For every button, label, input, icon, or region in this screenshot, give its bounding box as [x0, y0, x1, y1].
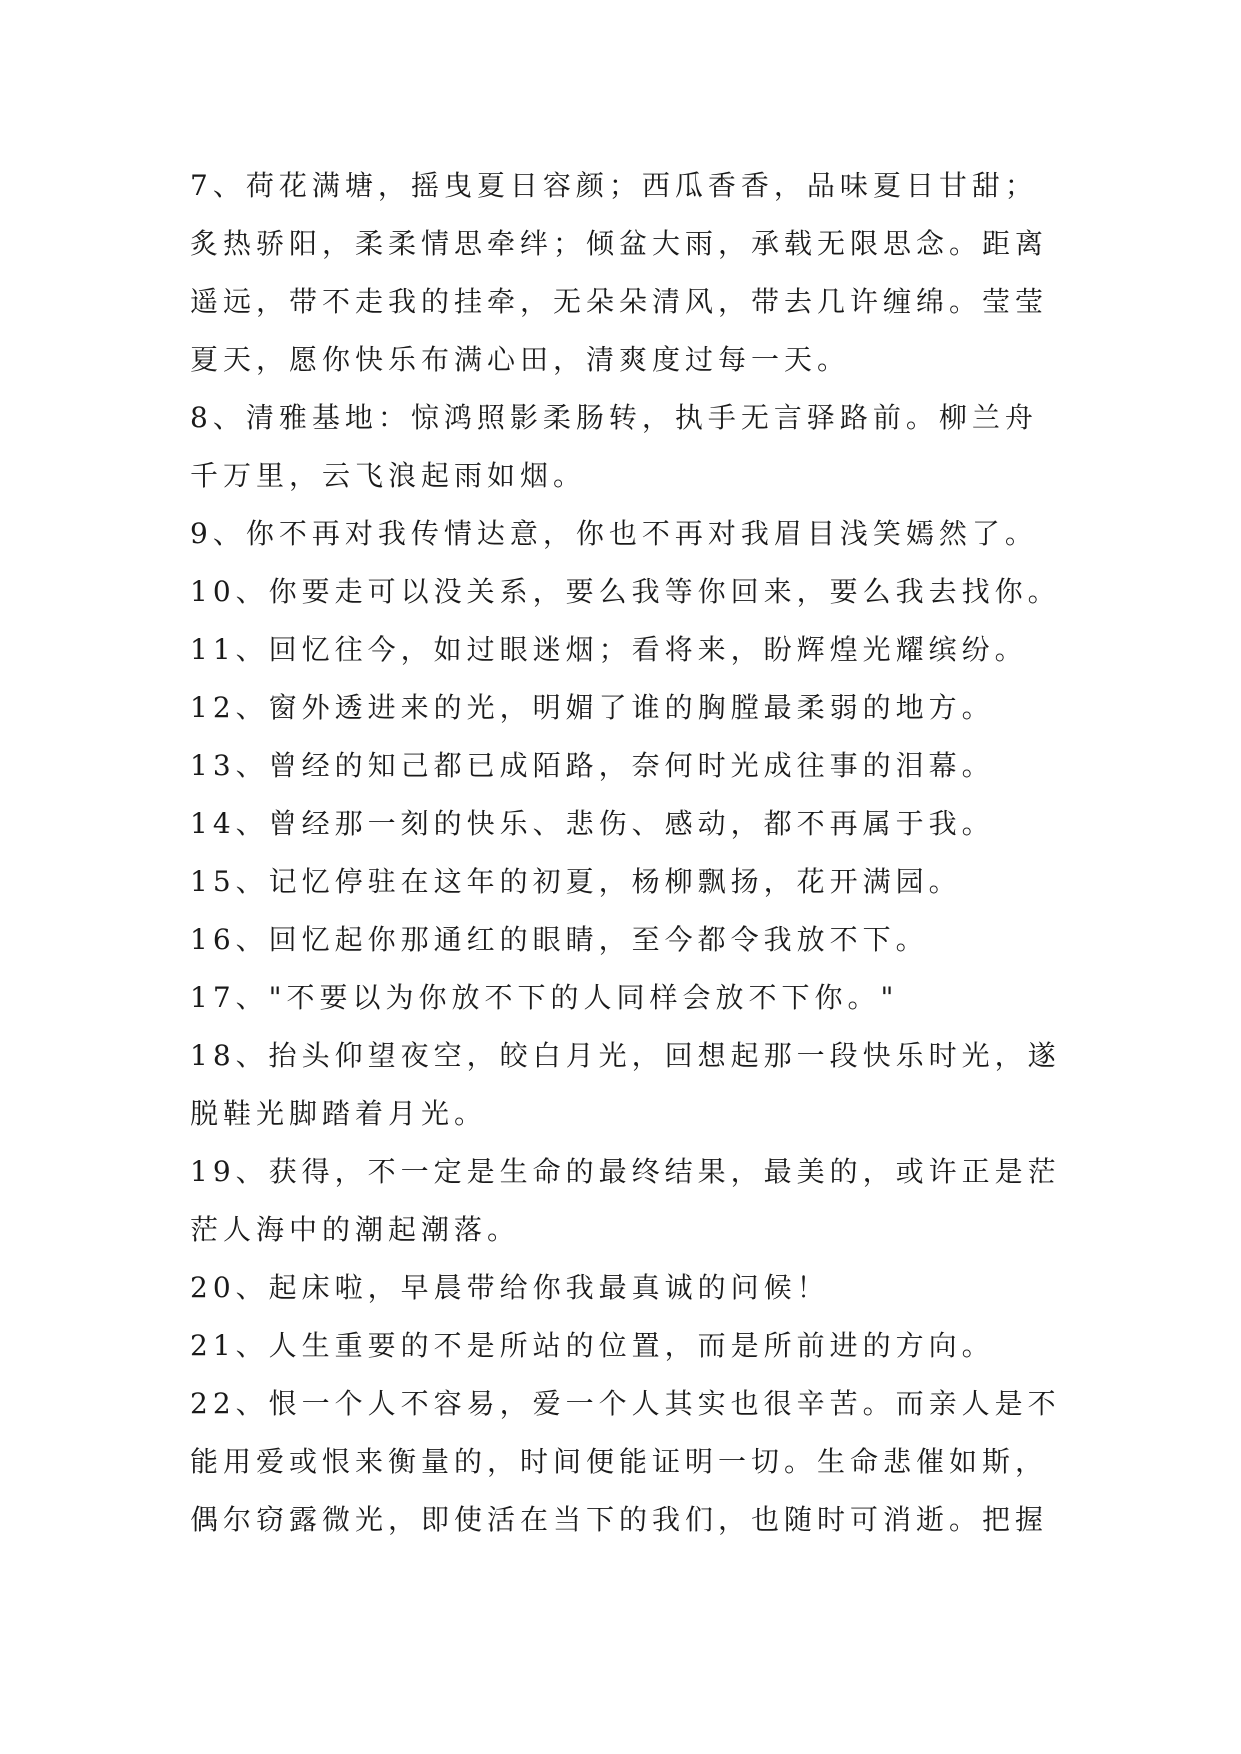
text-line: 18、抬头仰望夜空，皎白月光，回想起那一段快乐时光，遂: [190, 1039, 1061, 1072]
document-body: [190, 157, 1090, 1549]
text-line: 13、曾经的知己都已成陌路，奈何时光成往事的泪幕。: [190, 749, 995, 782]
text-line: 夏天，愿你快乐布满心田，清爽度过每一天。: [190, 343, 851, 376]
text-line: 7、荷花满塘，摇曳夏日容颜；西瓜香香，品味夏日甘甜；: [190, 169, 1038, 202]
text-line: 16、回忆起你那通红的眼睛，至今都令我放不下。: [190, 923, 929, 956]
text-line: 20、起床啦，早晨带给你我最真诚的问候！: [190, 1271, 830, 1304]
text-line: 9、你不再对我传情达意，你也不再对我眉目浅笑嫣然了。: [190, 517, 1038, 550]
text-line: 11、回忆往今，如过眼迷烟；看将来，盼辉煌光耀缤纷。: [190, 633, 1028, 666]
text-line: 10、你要走可以没关系，要么我等你回来，要么我去找你。: [190, 575, 1061, 608]
text-line: 12、窗外透进来的光，明媚了谁的胸膛最柔弱的地方。: [190, 691, 995, 724]
text-line: 能用爱或恨来衡量的，时间便能证明一切。生命悲催如斯，: [190, 1445, 1049, 1478]
text-line: 炙热骄阳，柔柔情思牵绊；倾盆大雨，承载无限思念。距离: [190, 227, 1049, 260]
text-line: 22、恨一个人不容易，爱一个人其实也很辛苦。而亲人是不: [190, 1387, 1061, 1420]
text-line: 8、清雅基地：惊鸿照影柔肠转，执手无言驿路前。柳兰舟: [190, 401, 1038, 434]
text-line: 偶尔窃露微光，即使活在当下的我们，也随时可消逝。把握: [190, 1503, 1049, 1536]
text-line: 19、获得，不一定是生命的最终结果，最美的，或许正是茫: [190, 1155, 1061, 1188]
text-line: 脱鞋光脚踏着月光。: [190, 1097, 488, 1130]
text-line: 茫人海中的潮起潮落。: [190, 1213, 521, 1246]
text-line: 17、"不要以为你放不下的人同样会放不下你。": [190, 981, 899, 1014]
text-line: 15、记忆停驻在这年的初夏，杨柳飘扬，花开满园。: [190, 865, 962, 898]
text-line: 遥远，带不走我的挂牵，无朵朵清风，带去几许缠绵。莹莹: [190, 285, 1049, 318]
text-line: 14、曾经那一刻的快乐、悲伤、感动，都不再属于我。: [190, 807, 995, 840]
text-line: 21、人生重要的不是所站的位置，而是所前进的方向。: [190, 1329, 995, 1362]
text-line: 千万里，云飞浪起雨如烟。: [190, 459, 587, 492]
